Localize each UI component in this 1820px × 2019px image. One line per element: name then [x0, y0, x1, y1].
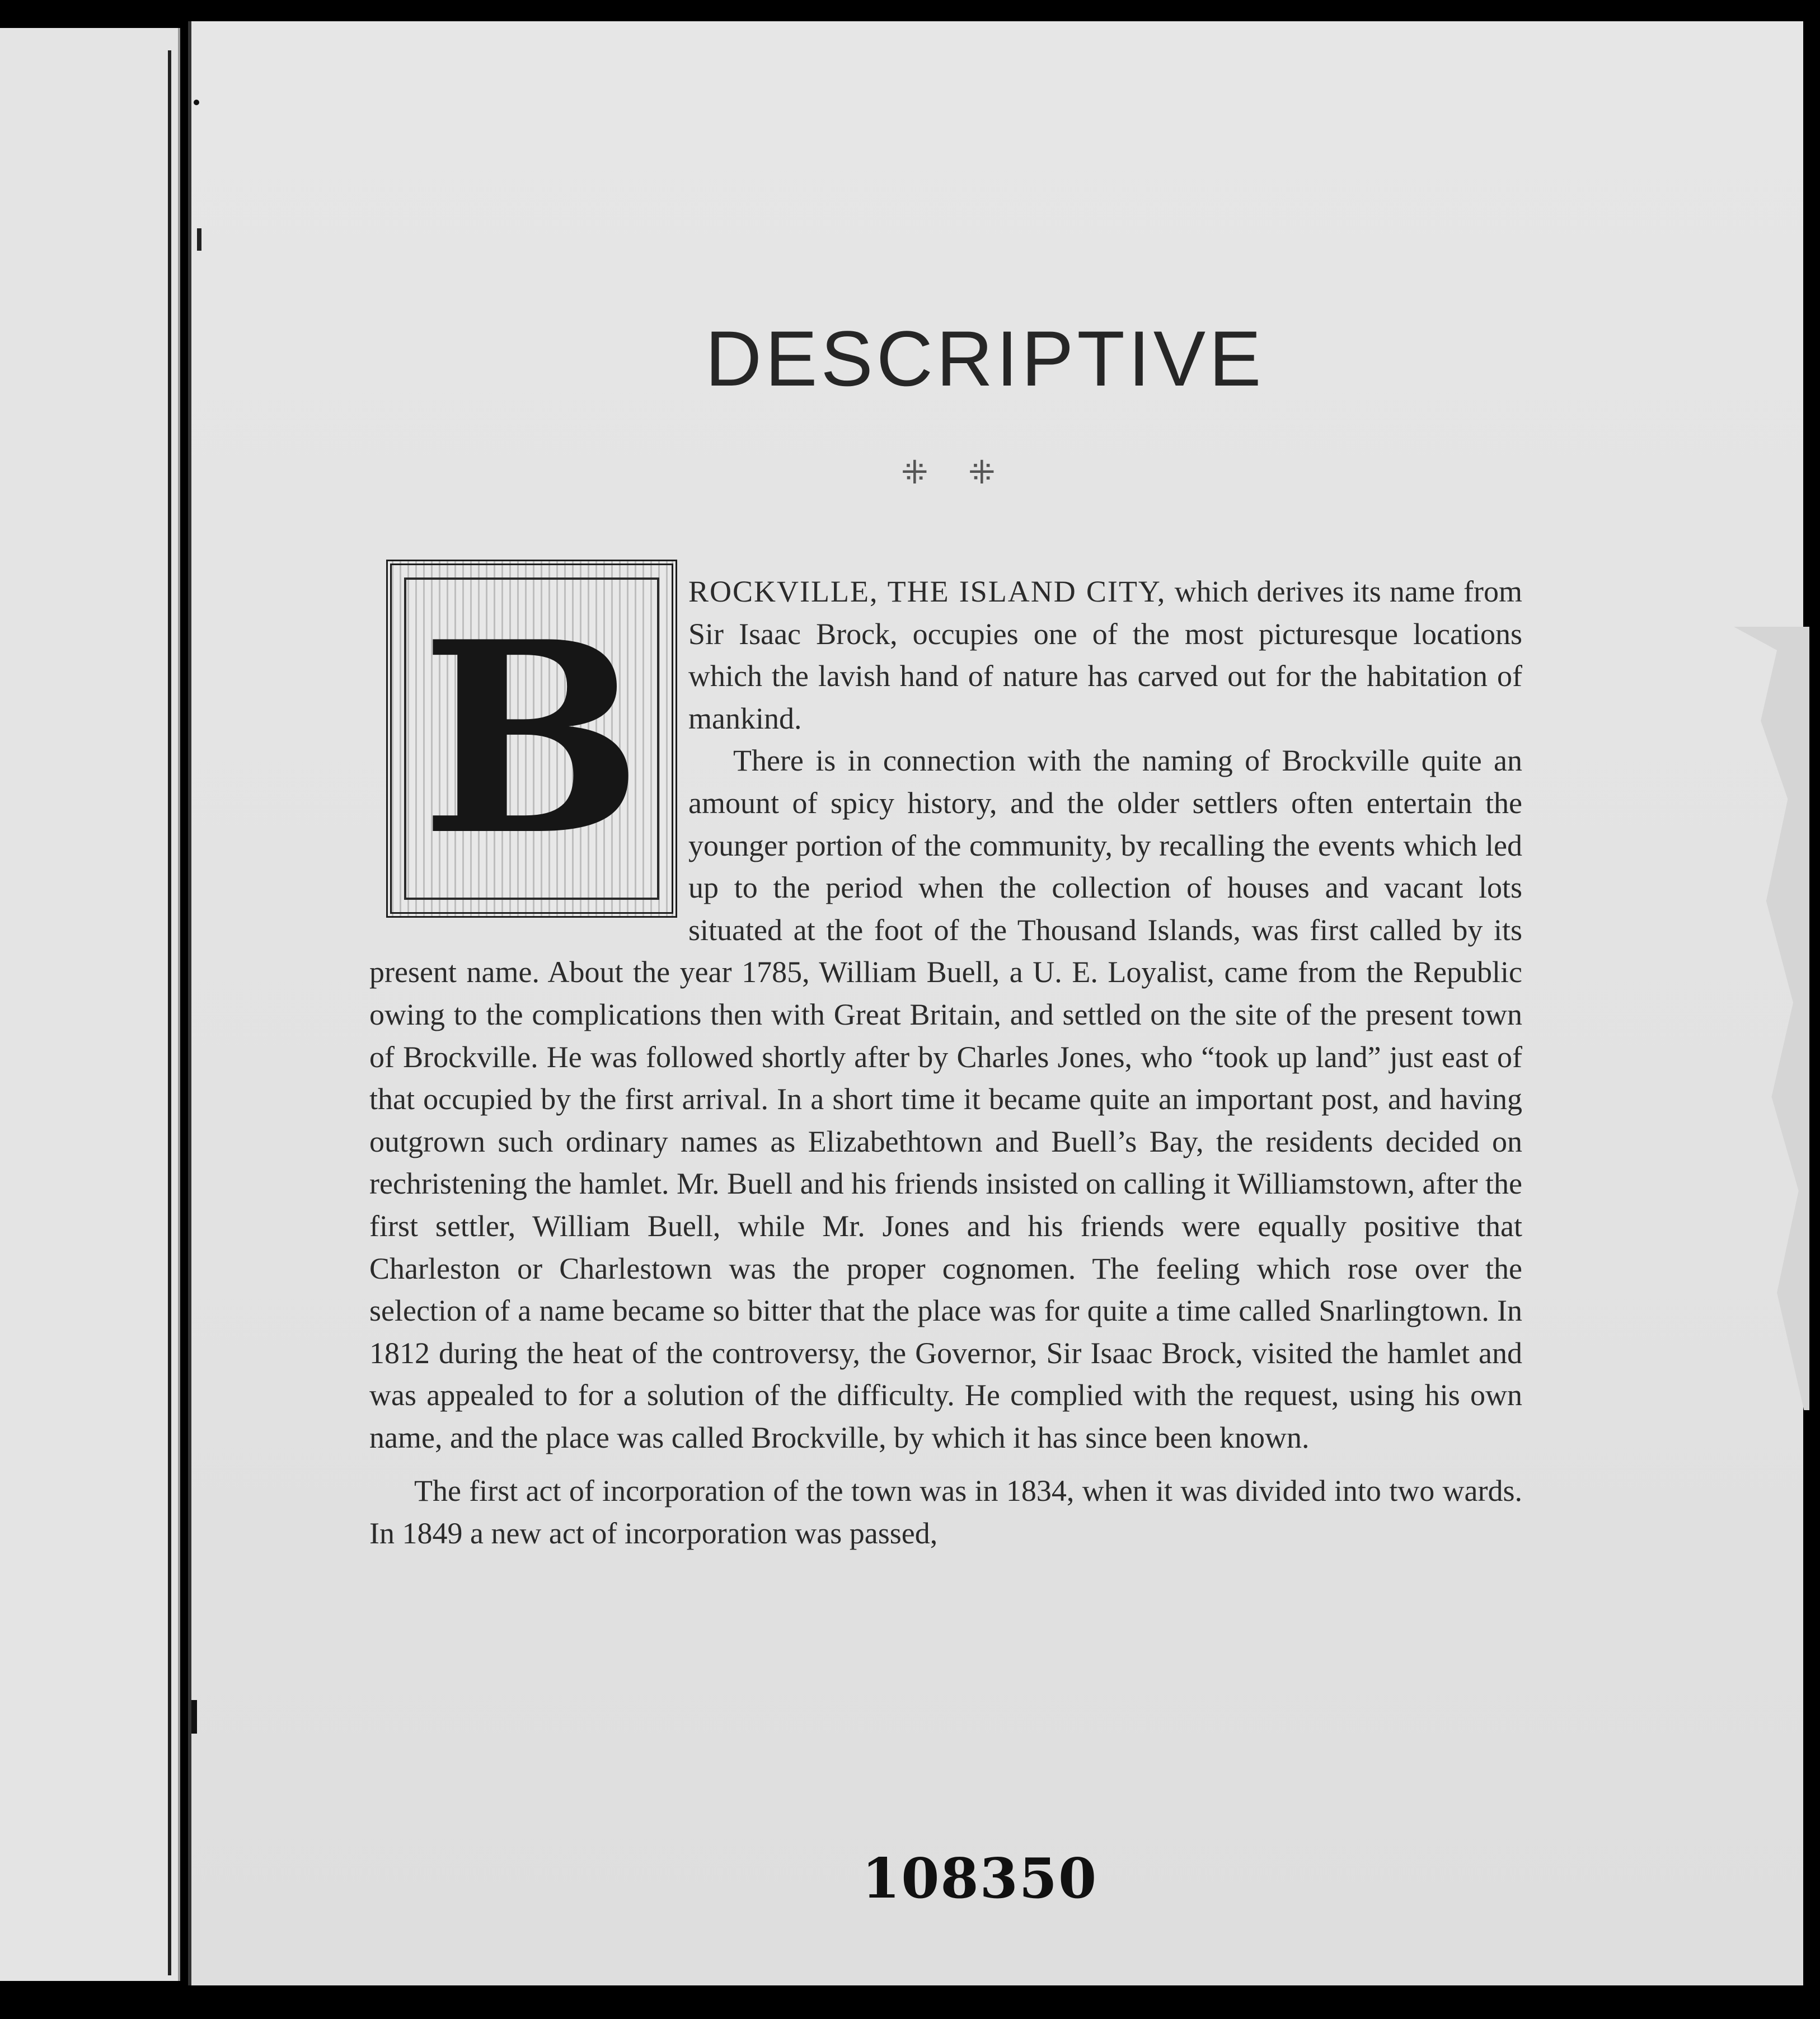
page-title: DESCRIPTIVE — [705, 314, 1265, 402]
paragraph-1-rest: which derives its name from Sir Isaac Brock, occupies one of the most picturesque locations which the lavish hand of nature has carved out for the habitation of mankind. — [688, 575, 1522, 735]
drop-cap-letter: B — [420, 584, 643, 893]
speck — [191, 1700, 197, 1734]
ornament-left-icon: ⁜ — [901, 453, 928, 491]
speck — [194, 100, 199, 105]
facing-page — [0, 28, 180, 1981]
paragraph-2: There is in connection with the naming of Brockville quite an amount of spicy history, and the older settlers often entertain the younger portion of the community, by recalling the events which led up to the period when the collection of houses and vacant lots situated at the foot of the Thousand Islands, was first called by its present name. About the year 1785, William Buell, a U. E. Loyalist, came from the Republic owing to the complications then with Great Britain, and settled on the site of the present town of Brockville. He was followed shortly after by Charles Jones, who “took up land” just east of that occupied by the first arrival. In a short time it became quite an important post, and having outgrown such ordinary names as Elizabethtown and Buell’s Bay, the residents decided on rechristening the hamlet. Mr. Buell and his friends insisted on calling it Williamstown, after the first settler, William Buell, while Mr. Jones and his friends were equally positive that Charleston or Charlestown was the proper cognomen. The feeling which rose over the selection of a name became so bitter that the place was for quite a time called Snarlingtown. In 1812 during the heat of the controversy, the Governor, Sir Isaac Brock, visited the hamlet and was appealed to for a solution of the difficulty. He complied with the request, using his own name, and the place was called Brockville, by which it has since been known. — [369, 744, 1522, 1454]
speck — [197, 228, 201, 251]
drop-cap-spacer — [369, 571, 688, 951]
stamp-number: 108350 — [862, 1847, 1098, 1911]
binding-mark — [168, 50, 171, 1975]
body-text — [369, 571, 1522, 1555]
paragraph-1-lead: ROCKVILLE, THE ISLAND CITY, — [688, 575, 1166, 608]
ornament-right-icon: ⁜ — [968, 453, 996, 491]
paragraph-3: The first act of incorporation of the town was in 1834, when it was divided into two wards. In 1849 a new act of incorporation was passed, — [369, 1474, 1522, 1551]
